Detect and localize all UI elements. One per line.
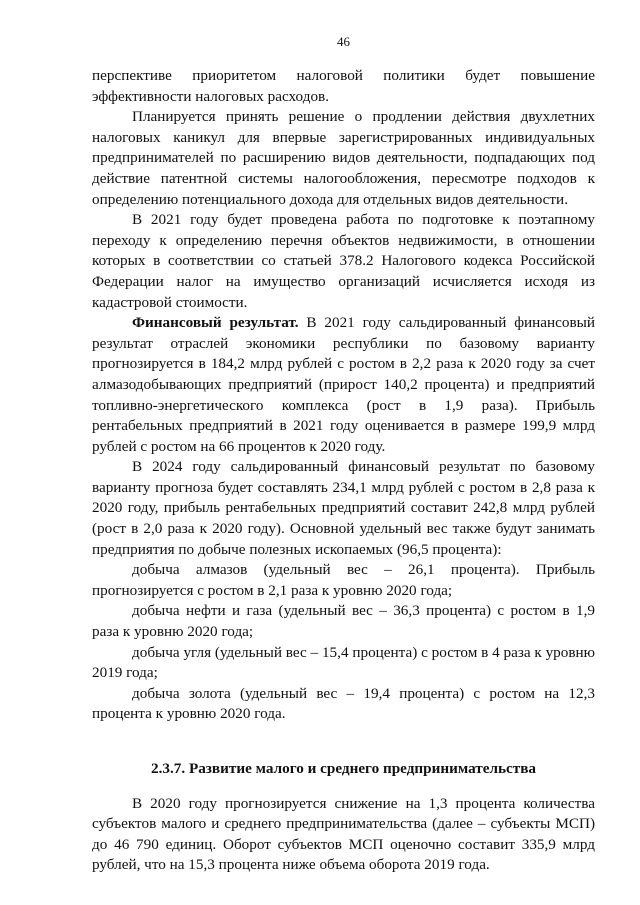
paragraph-financial-result xyxy=(92,313,595,457)
section-heading: 2.3.7. Развитие малого и среднего предпринимательства xyxy=(150,760,537,777)
list-item-coal: добыча угля (удельный вес – 15,4 процента) с ростом в 4 раза к уровню 2019 года; xyxy=(92,643,595,682)
paragraph-forecast-2024: В 2024 году сальдированный финансовый результат по базовому варианту прогноза будет составлять 234,1 млрд рублей с ростом в 2,8 раза к 2020 году, прибыль рентабельных предприятий составит 242,8 млрд рублей (рост в 2,0 раза к 2020 году). Основной удельный вес также будут занимать предприятия по добыче полезных ископаемых (96,5 процента): xyxy=(92,458,595,558)
paragraph-cadastral-value: В 2021 году будет проведена работа по подготовке к поэтапному переходу к определению перечня объектов недвижимости, в отношении которых в соответствии со статьей 378.2 Налогового кодекса Российской Федерации налог на имущество организаций исчисляется исходя из кадастровой стоимости. xyxy=(92,211,595,311)
financial-result-lead: Финансовый результат. xyxy=(132,314,299,332)
page-number: 46 xyxy=(337,34,350,49)
list-item-oil-gas: добыча нефти и газа (удельный вес – 36,3 процента) с ростом в 1,9 раза к уровню 2020 года; xyxy=(92,602,595,641)
paragraph-tax-holidays: Планируется принять решение о продлении действия двухлетних налоговых каникул для впервые зарегистрированных индивидуальных предпринимателей по расширению видов деятельности, подпадающих под действие патентной системы налогообложения, пересмотре подходов к определению потенциального дохода для отдельных видов деятельности. xyxy=(92,108,595,208)
paragraph-tax-priority: перспективе приоритетом налоговой политики будет повышение эффективности налоговых расходов. xyxy=(92,67,595,105)
list-item-diamonds: добыча алмазов (удельный вес – 26,1 процента). Прибыль прогнозируется с ростом в 2,1 раза к уровню 2020 года; xyxy=(92,561,595,599)
financial-result-body: В 2021 году сальдированный финансовый результат отраслей экономики республики по базовому варианту прогнозируется в 184,2 млрд рублей с ростом в 2,2 раза к 2020 году за счет алмазодобывающих предприятий (прирост 140,2 процента) и предприятий топливно-энергетического комплекса (рост в 1,9 раза). Прибыль рентабельных предприятий в 2021 году оценивается в размере 199,9 млрд рублей с ростом на 66 процентов к 2020 году. xyxy=(92,314,595,455)
list-item-gold: добыча золота (удельный вес – 19,4 процента) с ростом на 12,3 процента к уровню 2020 года. xyxy=(92,684,595,723)
document-page xyxy=(92,34,595,876)
paragraph-sme: В 2020 году прогнозируется снижение на 1,3 процента количества субъектов малого и среднего предпринимательства (далее – субъекты МСП) до 46 790 единиц. Оборот субъектов МСП оценочно составит 335,9 млрд рублей, что на 15,3 процента ниже объема оборота 2019 года. xyxy=(92,794,595,874)
